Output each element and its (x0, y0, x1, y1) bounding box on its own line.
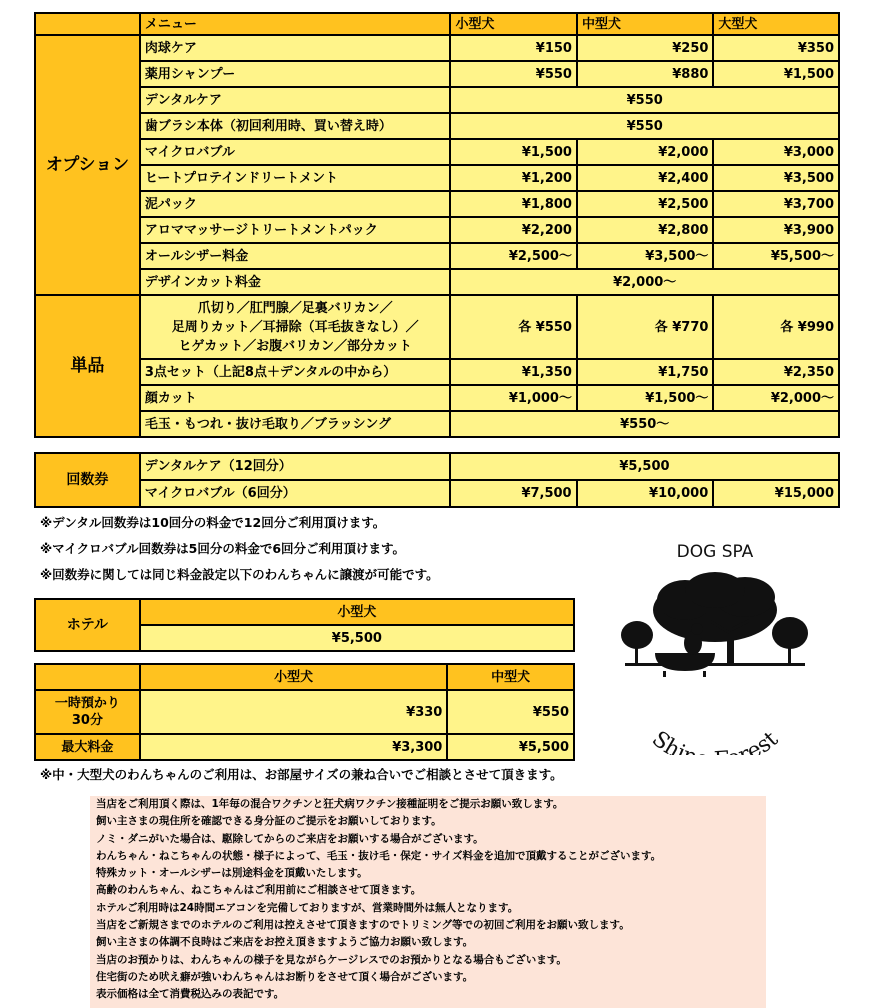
price-small: ¥550 (450, 61, 577, 87)
daycare-price-medium: ¥550 (447, 690, 574, 734)
hotel-table (34, 598, 575, 652)
option-name: オールシザー料金 (140, 243, 451, 269)
notice-line: 飼い主さまの現住所を確認できる身分証のご提示をお願いしております。 (96, 815, 442, 828)
notice-line: 当店をご新規さまでのホテルのご利用は控えさせて頂きますのでトリミング等での初回ご利用をお願い致します。 (96, 919, 630, 932)
header-small: 小型犬 (450, 13, 577, 35)
notice-line: 表示価格は全て消費税込みの表記です。 (96, 988, 285, 1001)
price-small: ¥2,500～ (450, 243, 577, 269)
price-medium: ¥3,500～ (577, 243, 713, 269)
price-medium: 各 ¥770 (577, 295, 713, 359)
main-price-table (34, 12, 840, 438)
price-large: 各 ¥990 (713, 295, 839, 359)
single-name: 毛玉・もつれ・抜け毛取り／ブラッシング (140, 411, 451, 437)
notice-line: 飼い主さまの体調不良時はご来店をお控え頂きますようご協力お願い致します。 (96, 936, 474, 949)
price-small: ¥7,500 (450, 480, 577, 507)
price-large: ¥3,900 (713, 217, 839, 243)
price-large: ¥15,000 (713, 480, 839, 507)
logo-top-text: DOG SPA (676, 542, 754, 562)
price-small: 各 ¥550 (450, 295, 577, 359)
max-fee-label: 最大料金 (35, 734, 140, 760)
notice-line: ノミ・ダニがいた場合は、駆除してからのご来店をお願いする場合がございます。 (96, 832, 484, 845)
price-small: ¥1,500 (450, 139, 577, 165)
option-name: ヒートプロテインドリートメント (140, 165, 451, 191)
notice-line: 特殊カット・オールシザーは別途料金を頂戴いたします。 (96, 867, 368, 880)
price-large: ¥350 (713, 35, 839, 61)
header-medium: 中型犬 (577, 13, 713, 35)
single-multi-name: 爪切り／肛門腺／足裏バリカン／ 足周りカット／耳掃除（耳毛抜きなし）／ ヒゲカット／お腹バリカン／部分カット (140, 295, 451, 359)
option-name: 泥パック (140, 191, 451, 217)
option-name: アロママッサージトリートメントパック (140, 217, 451, 243)
daycare-header-small: 小型犬 (140, 664, 448, 690)
price-all: ¥550 (450, 87, 839, 113)
option-name: マイクロバブル (140, 139, 451, 165)
price-all: ¥550～ (450, 411, 839, 437)
price-large: ¥1,500 (713, 61, 839, 87)
ticket-note: ※回数券に関しては同じ料金設定以下のわんちゃんに譲渡が可能です。 (40, 567, 439, 582)
price-all: ¥550 (450, 113, 839, 139)
price-large: ¥5,500～ (713, 243, 839, 269)
price-all: ¥2,000～ (450, 269, 839, 295)
option-name: 肉球ケア (140, 35, 451, 61)
price-small: ¥1,800 (450, 191, 577, 217)
option-name: デンタルケア (140, 87, 451, 113)
notice-line: 当店のお預かりは、わんちゃんの様子を見ながらケージレスでのお預かりとなる場合もございます。 (96, 953, 567, 966)
price-medium: ¥2,800 (577, 217, 713, 243)
price-medium: ¥880 (577, 61, 713, 87)
ticket-table (34, 452, 840, 508)
option-name: 歯ブラシ本体（初回利用時、買い替え時） (140, 113, 451, 139)
daycare-price-small: ¥330 (140, 690, 448, 734)
price-medium: ¥1,500～ (577, 385, 713, 411)
hotel-note: ※中・大型犬のわんちゃんのご利用は、お部屋サイズの兼ね合いでご相談とさせて頂きます。 (40, 767, 563, 782)
price-small: ¥1,200 (450, 165, 577, 191)
ticket-note: ※デンタル回数券は10回分の料金で12回分ご利用頂けます。 (40, 515, 386, 530)
logo-brand: Shi est (646, 726, 784, 755)
category-single: 単品 (35, 295, 140, 437)
price-small: ¥1,000～ (450, 385, 577, 411)
option-name: デザインカット料金 (140, 269, 451, 295)
daycare-table (34, 663, 575, 761)
hotel-size: 小型犬 (140, 599, 574, 625)
single-name: 顔カット (140, 385, 451, 411)
tree-dog-bath-icon (615, 525, 815, 755)
notice-line: わんちゃん・ねこちゃんの状態・様子によって、毛玉・抜け毛・保定・サイズ料金を追加で頂戴することがございます。 (96, 849, 662, 862)
price-medium: ¥2,400 (577, 165, 713, 191)
hotel-label: ホテル (35, 599, 140, 651)
price-small: ¥1,350 (450, 359, 577, 385)
notice-line: ホテルご利用時は24時間エアコンを完備しておりますが、営業時間外は無人となります。 (96, 901, 519, 914)
price-small: ¥2,200 (450, 217, 577, 243)
ticket-name: デンタルケア（12回分） (140, 453, 450, 480)
max-price-medium: ¥5,500 (447, 734, 574, 760)
price-large: ¥2,000～ (713, 385, 839, 411)
price-all: ¥5,500 (450, 453, 839, 480)
daycare-header-medium: 中型犬 (447, 664, 574, 690)
header-large: 大型犬 (713, 13, 839, 35)
price-large: ¥3,500 (713, 165, 839, 191)
dog-spa-logo (615, 525, 815, 755)
price-small: ¥150 (450, 35, 577, 61)
price-large: ¥3,000 (713, 139, 839, 165)
daycare-label: 一時預かり 30分 (35, 690, 140, 734)
price-medium: ¥250 (577, 35, 713, 61)
notice-line: 高齢のわんちゃん、ねこちゃんはご利用前にご相談させて頂きます。 (96, 884, 422, 897)
price-large: ¥3,700 (713, 191, 839, 217)
hotel-price: ¥5,500 (140, 625, 574, 651)
header-menu: メニュー (140, 13, 451, 35)
ticket-name: マイクロバブル（6回分） (140, 480, 450, 507)
notice-line: 当店をご利用頂く際は、1年毎の混合ワクチンと狂犬病ワクチン接種証明をご提示お願い致します。 (96, 798, 564, 810)
price-large: ¥2,350 (713, 359, 839, 385)
single-name: 3点セット（上記8点＋デンタルの中から） (140, 359, 451, 385)
category-option: オプション (35, 35, 140, 295)
notice-line: 住宅街のため吠え癖が強いわんちゃんはお断りをさせて頂く場合がございます。 (96, 970, 474, 983)
price-medium: ¥2,500 (577, 191, 713, 217)
ticket-label: 回数券 (35, 453, 140, 507)
price-medium: ¥1,750 (577, 359, 713, 385)
ticket-note: ※マイクロバブル回数券は5回分の料金で6回分ご利用頂けます。 (40, 541, 406, 556)
notice-box (90, 796, 766, 1008)
max-price-small: ¥3,300 (140, 734, 448, 760)
price-medium: ¥2,000 (577, 139, 713, 165)
price-medium: ¥10,000 (577, 480, 714, 507)
option-name: 薬用シャンプー (140, 61, 451, 87)
